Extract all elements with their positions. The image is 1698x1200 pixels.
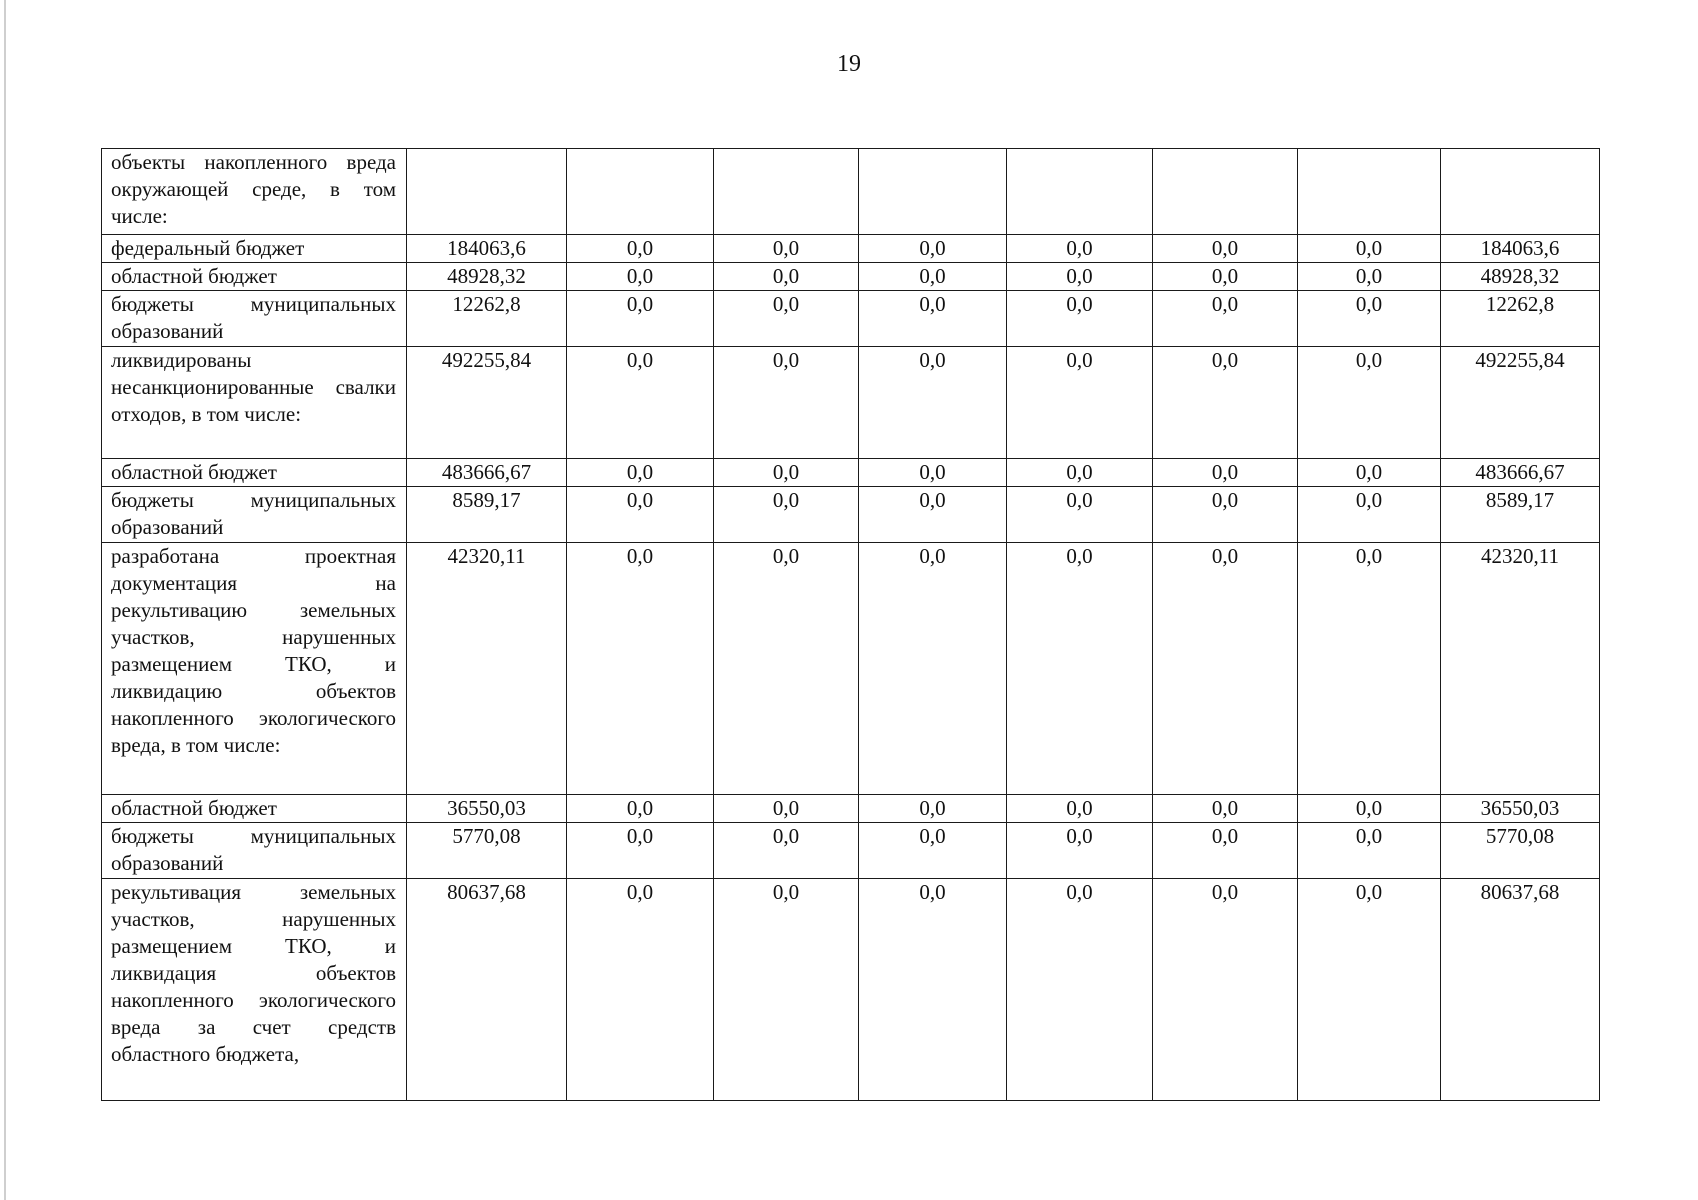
value-cell: 0,0 — [1153, 347, 1298, 459]
value-cell: 80637,68 — [407, 879, 567, 1101]
row-label: разработана проектная документация на рекультивацию земельных участков, нарушенных размещением ТКО, и ликвидацию объектов накопленного экологического вреда, в том числе: — [102, 543, 407, 795]
value-cell: 0,0 — [859, 795, 1007, 823]
value-cell: 0,0 — [714, 795, 859, 823]
row-label: бюджеты муниципальных образований — [102, 487, 407, 543]
value-cell: 12262,8 — [407, 291, 567, 347]
table-row — [102, 543, 1600, 795]
value-cell: 0,0 — [567, 543, 714, 795]
value-cell: 0,0 — [859, 263, 1007, 291]
value-cell — [407, 149, 567, 235]
row-label: областной бюджет — [102, 459, 407, 487]
value-cell — [1441, 149, 1600, 235]
value-cell — [1007, 149, 1153, 235]
value-cell: 0,0 — [714, 879, 859, 1101]
value-cell: 184063,6 — [1441, 235, 1600, 263]
value-cell: 0,0 — [1007, 487, 1153, 543]
value-cell: 0,0 — [1298, 347, 1441, 459]
value-cell: 0,0 — [1298, 263, 1441, 291]
table-row — [102, 291, 1600, 347]
value-cell: 12262,8 — [1441, 291, 1600, 347]
row-label: бюджеты муниципальных образований — [102, 823, 407, 879]
value-cell: 0,0 — [859, 291, 1007, 347]
value-cell: 0,0 — [1007, 459, 1153, 487]
value-cell: 0,0 — [859, 487, 1007, 543]
value-cell: 80637,68 — [1441, 879, 1600, 1101]
value-cell: 0,0 — [567, 291, 714, 347]
row-label: объекты накопленного вреда окружающей среде, в том числе: — [102, 149, 407, 235]
budget-table — [101, 148, 1600, 1101]
value-cell — [1298, 149, 1441, 235]
table-row — [102, 347, 1600, 459]
value-cell: 36550,03 — [1441, 795, 1600, 823]
value-cell — [567, 149, 714, 235]
value-cell: 0,0 — [567, 235, 714, 263]
value-cell: 0,0 — [1007, 823, 1153, 879]
value-cell: 8589,17 — [407, 487, 567, 543]
value-cell: 0,0 — [1007, 235, 1153, 263]
value-cell — [1153, 149, 1298, 235]
value-cell: 0,0 — [714, 291, 859, 347]
value-cell: 0,0 — [1298, 235, 1441, 263]
table-row — [102, 459, 1600, 487]
page-number: 19 — [837, 51, 861, 77]
value-cell: 483666,67 — [1441, 459, 1600, 487]
value-cell: 0,0 — [1298, 795, 1441, 823]
value-cell: 0,0 — [1298, 487, 1441, 543]
value-cell: 0,0 — [567, 487, 714, 543]
value-cell: 0,0 — [567, 263, 714, 291]
row-label: рекультивация земельных участков, нарушенных размещением ТКО, и ликвидация объектов накопленного экологического вреда за счет средств областного бюджета, — [102, 879, 407, 1101]
value-cell: 42320,11 — [407, 543, 567, 795]
value-cell: 0,0 — [714, 487, 859, 543]
value-cell: 483666,67 — [407, 459, 567, 487]
value-cell: 0,0 — [714, 543, 859, 795]
value-cell: 0,0 — [1153, 235, 1298, 263]
table-row — [102, 149, 1600, 235]
value-cell: 0,0 — [1007, 263, 1153, 291]
value-cell: 48928,32 — [407, 263, 567, 291]
value-cell: 0,0 — [1153, 823, 1298, 879]
value-cell: 0,0 — [567, 347, 714, 459]
value-cell: 36550,03 — [407, 795, 567, 823]
value-cell: 0,0 — [1153, 543, 1298, 795]
value-cell: 0,0 — [714, 459, 859, 487]
value-cell: 48928,32 — [1441, 263, 1600, 291]
value-cell: 0,0 — [1298, 459, 1441, 487]
row-label: ликвидированы несанкционированные свалки отходов, в том числе: — [102, 347, 407, 459]
table-row — [102, 235, 1600, 263]
row-label: областной бюджет — [102, 795, 407, 823]
table-row — [102, 879, 1600, 1101]
value-cell: 8589,17 — [1441, 487, 1600, 543]
value-cell: 5770,08 — [1441, 823, 1600, 879]
table-row — [102, 795, 1600, 823]
value-cell: 0,0 — [1153, 459, 1298, 487]
value-cell: 0,0 — [1298, 291, 1441, 347]
value-cell: 0,0 — [567, 459, 714, 487]
value-cell: 0,0 — [1298, 823, 1441, 879]
value-cell: 42320,11 — [1441, 543, 1600, 795]
value-cell: 0,0 — [1153, 795, 1298, 823]
value-cell: 0,0 — [714, 263, 859, 291]
value-cell: 184063,6 — [407, 235, 567, 263]
row-label: областной бюджет — [102, 263, 407, 291]
table-row — [102, 823, 1600, 879]
table-row — [102, 487, 1600, 543]
value-cell — [714, 149, 859, 235]
value-cell: 0,0 — [1007, 543, 1153, 795]
value-cell: 0,0 — [1153, 487, 1298, 543]
value-cell: 0,0 — [859, 879, 1007, 1101]
value-cell — [859, 149, 1007, 235]
value-cell: 0,0 — [714, 823, 859, 879]
value-cell: 0,0 — [1007, 879, 1153, 1101]
row-label: федеральный бюджет — [102, 235, 407, 263]
table-body — [102, 149, 1600, 1101]
value-cell: 0,0 — [567, 795, 714, 823]
value-cell: 0,0 — [859, 823, 1007, 879]
value-cell: 0,0 — [1298, 879, 1441, 1101]
value-cell: 0,0 — [1007, 347, 1153, 459]
value-cell: 0,0 — [714, 347, 859, 459]
value-cell: 0,0 — [714, 235, 859, 263]
value-cell: 492255,84 — [1441, 347, 1600, 459]
value-cell: 0,0 — [567, 823, 714, 879]
value-cell: 0,0 — [1153, 263, 1298, 291]
value-cell: 0,0 — [1153, 879, 1298, 1101]
value-cell: 492255,84 — [407, 347, 567, 459]
value-cell: 0,0 — [1153, 291, 1298, 347]
value-cell: 0,0 — [859, 347, 1007, 459]
row-label: бюджеты муниципальных образований — [102, 291, 407, 347]
scan-edge-line — [4, 0, 6, 1200]
table-row — [102, 263, 1600, 291]
value-cell: 0,0 — [567, 879, 714, 1101]
value-cell: 0,0 — [1298, 543, 1441, 795]
value-cell: 0,0 — [1007, 795, 1153, 823]
value-cell: 0,0 — [1007, 291, 1153, 347]
value-cell: 5770,08 — [407, 823, 567, 879]
value-cell: 0,0 — [859, 459, 1007, 487]
value-cell: 0,0 — [859, 543, 1007, 795]
value-cell: 0,0 — [859, 235, 1007, 263]
